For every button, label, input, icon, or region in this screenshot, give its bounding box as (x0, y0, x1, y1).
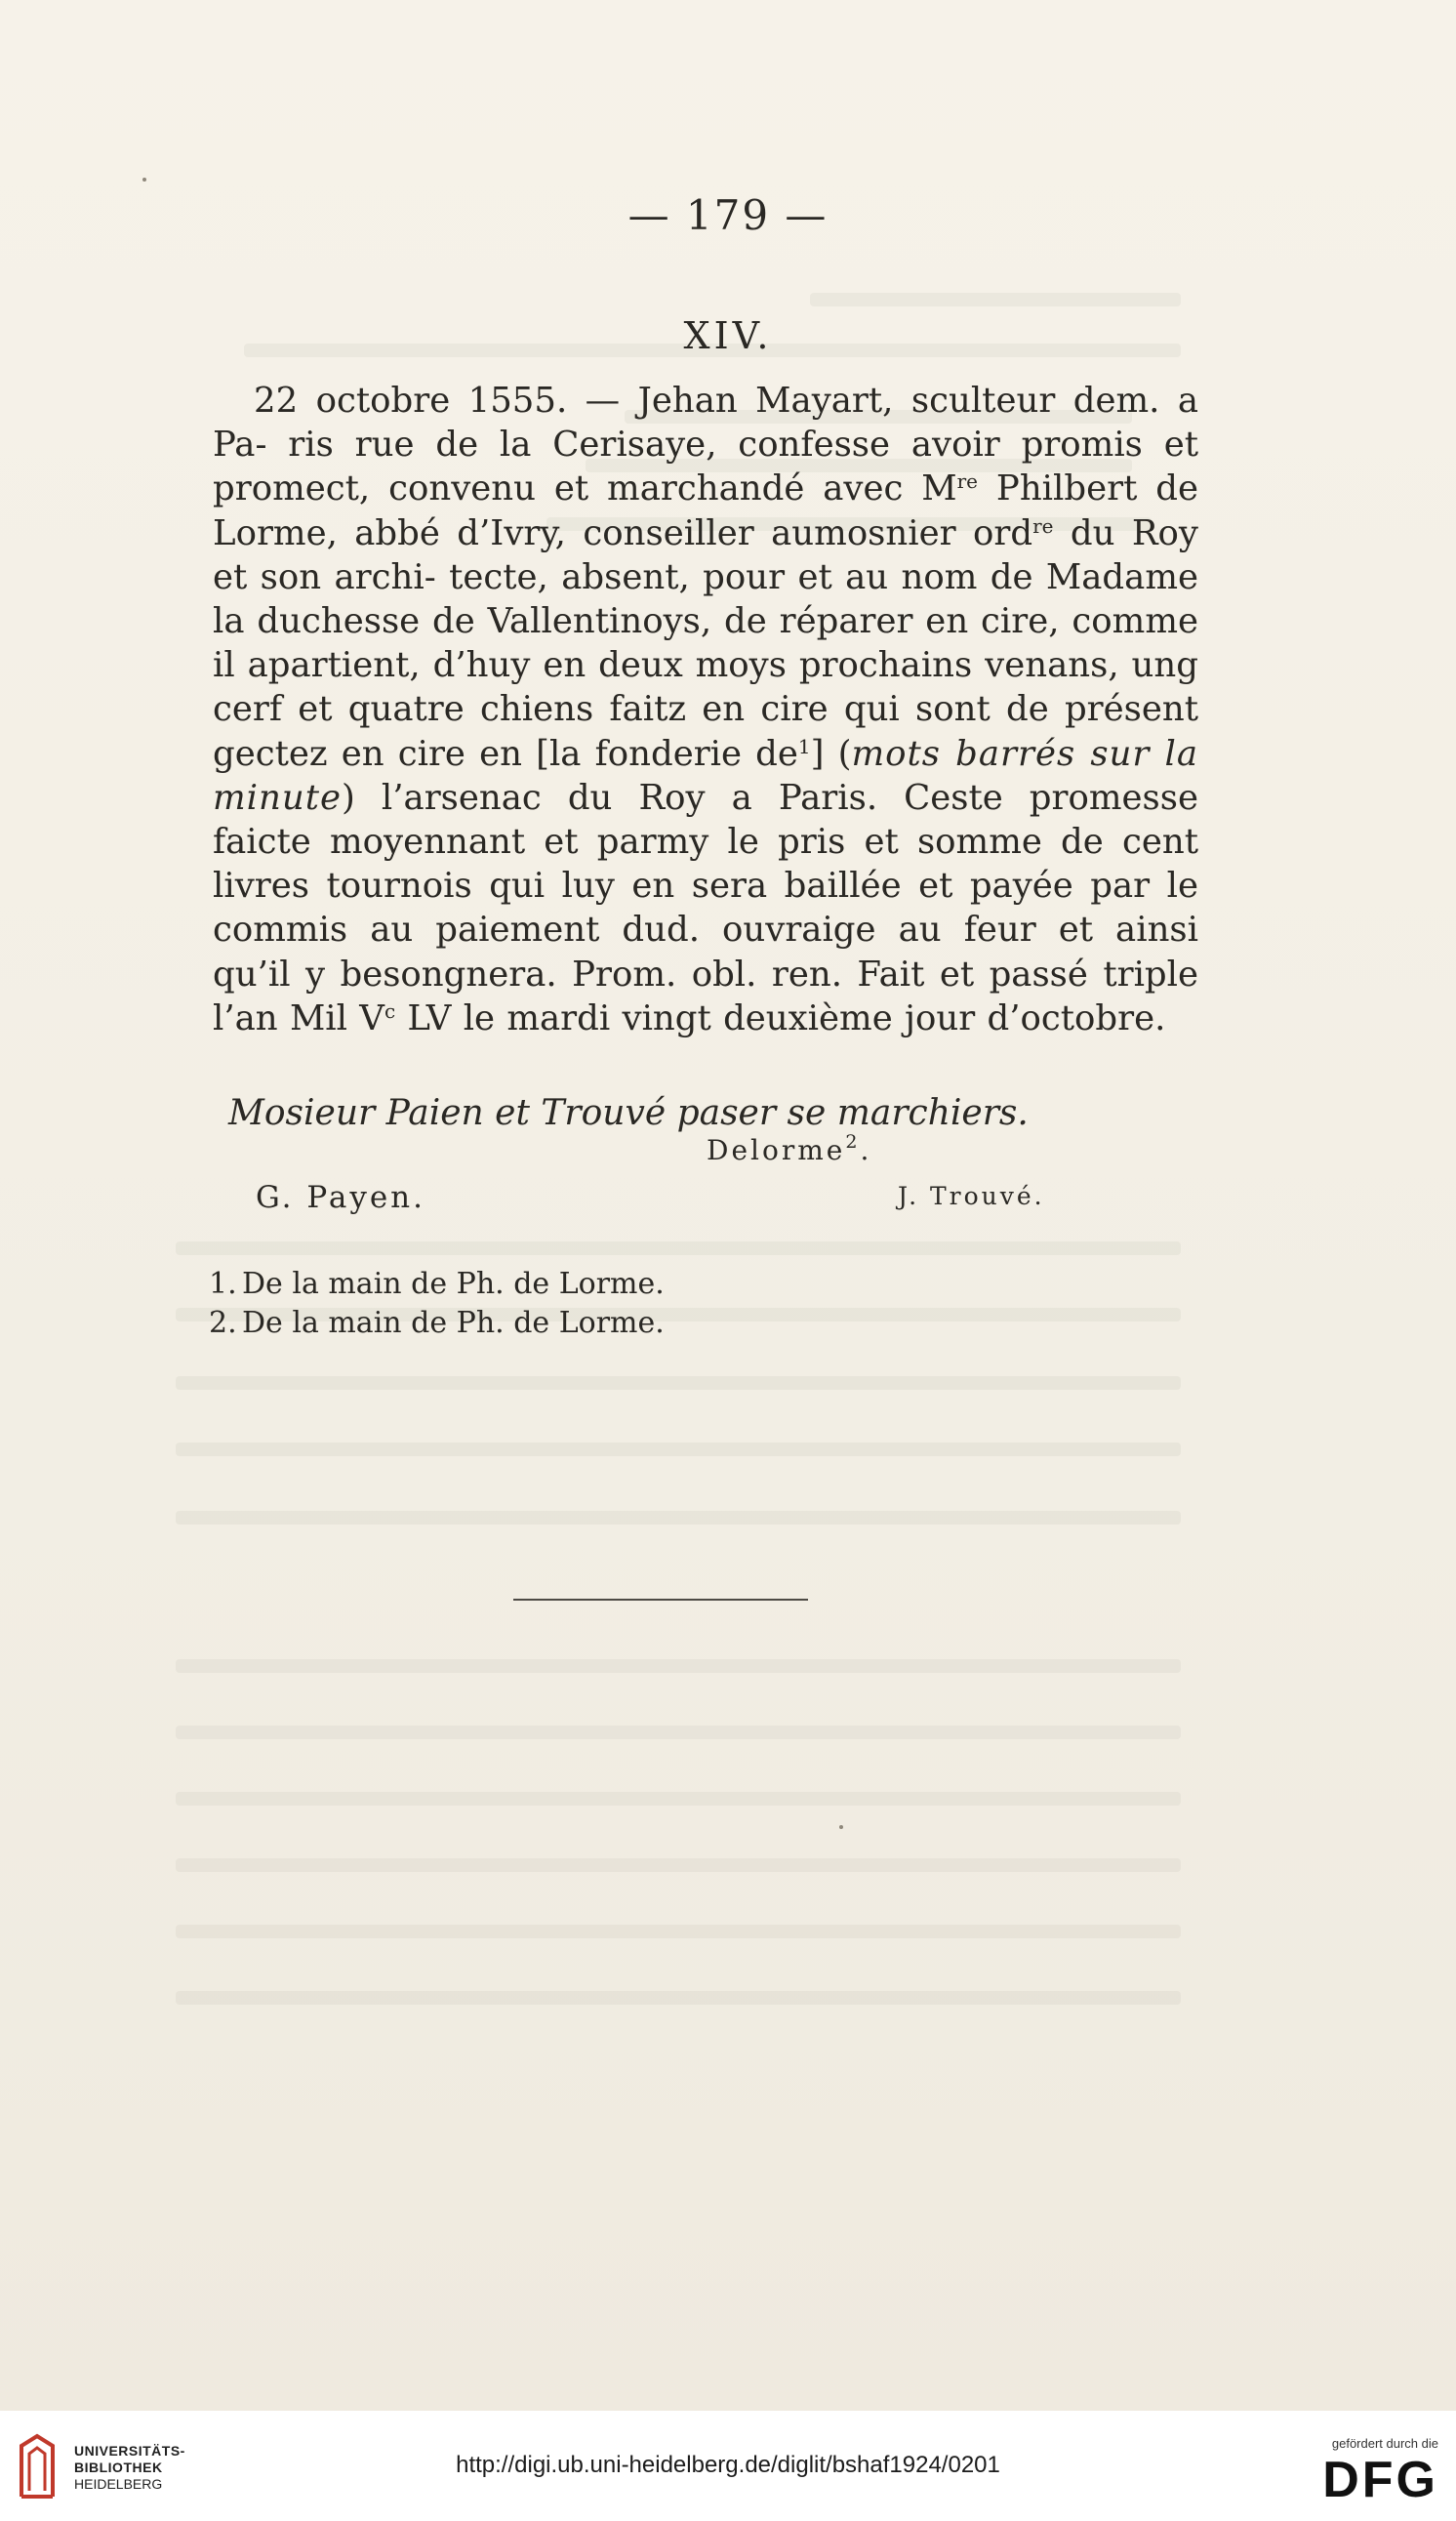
source-url-link[interactable]: http://digi.ub.uni-heidelberg.de/diglit/bshaf1924/0201 (456, 2452, 1000, 2478)
bleed-through-line (176, 1443, 1181, 1456)
text-line: Philbert de Lorme, abbé (213, 468, 1198, 553)
text-line: LV le mardi vingt deuxième (395, 997, 893, 1038)
signature-payen: G. Payen. (256, 1180, 425, 1215)
signature-period: . (860, 1134, 872, 1166)
bleed-through-line (176, 1726, 1181, 1739)
library-name-line: HEIDELBERG (74, 2476, 163, 2492)
text-line: convenu et marchandé avec M (388, 468, 957, 509)
text-line: baillée et payée par le commis au paiement dud. ouvraige (213, 866, 1198, 951)
text-line: et passé triple l’an Mil V (213, 954, 1199, 1038)
funding-caption: gefördert durch die (1331, 2436, 1438, 2451)
superscript: re (1032, 513, 1054, 538)
bleed-through-line (810, 293, 1181, 306)
footnotes (209, 1265, 665, 1343)
footnote (209, 1304, 665, 1343)
page-number: — 179 — (627, 191, 829, 239)
horizontal-rule (513, 1599, 808, 1601)
bleed-through-line (176, 1659, 1181, 1673)
dfg-logo: DFG (1322, 2452, 1438, 2508)
bleed-through-line (176, 1991, 1181, 2005)
signature-trouve: J. Trouvé. (898, 1182, 1045, 1210)
italic-note: mots barrés sur la minute (213, 733, 1199, 818)
bleed-through-line (176, 1376, 1181, 1390)
italic-signature-line: Mosieur Paien et Trouvé paser se marchiers. (228, 1093, 1029, 1133)
footnote-ref: 2 (845, 1131, 861, 1153)
text-line: ] ( (810, 733, 852, 774)
signature-name: Delorme (707, 1134, 846, 1166)
text-line: d’huy en deux moys prochains venans, ung cerf et quatre (213, 645, 1198, 730)
footnote-text: De la main de Ph. de Lorme. (242, 1306, 665, 1340)
text-line: Roy a Paris. Ceste promesse faicte moyennant et parmy (213, 777, 1198, 863)
library-name-line: UNIVERSITÄTS- (74, 2443, 185, 2459)
paper-speck (142, 178, 146, 182)
paragraph (213, 379, 1198, 1040)
text-line: ) l’arsenac du (342, 777, 613, 818)
paper-speck (839, 1825, 843, 1829)
bleed-through-line (176, 1511, 1181, 1525)
funding-notice (1282, 2436, 1438, 2508)
text-line: tecte, absent, pour et au nom de Madame la duchesse de (213, 556, 1198, 642)
document-body (213, 379, 1198, 1040)
text-line: d’Ivry, conseiller aumosnier ord (457, 512, 1033, 553)
footnote-number: 1. (209, 1267, 237, 1301)
section-title: XIV. (683, 314, 773, 357)
text-line: Vallentinoys, de réparer en cire, comme il apartient, (213, 601, 1198, 686)
bleed-through-line (176, 1241, 1181, 1255)
signature-delorme (707, 1131, 872, 1166)
footnote-text: De la main de Ph. de Lorme. (242, 1267, 665, 1301)
library-name-line: BIBLIOTHEK (74, 2460, 163, 2475)
footnote (209, 1265, 665, 1304)
text-line: ris rue de la Cerisaye, confesse avoir promis et promect, (213, 425, 1199, 509)
text-line: du Roy et son archi- (213, 512, 1198, 597)
digitization-footer (0, 2411, 1456, 2521)
text-line: au feur et ainsi qu’il y besongnera. Prom. obl. ren. Fait (213, 910, 1198, 995)
superscript: re (956, 469, 979, 494)
text-line: 22 octobre 1555. — Jehan Mayart, sculteur dem. a Pa- (213, 381, 1198, 466)
superscript: c (384, 998, 396, 1023)
bleed-through-line (176, 1858, 1181, 1872)
text-line: jour d’octobre. (905, 997, 1166, 1038)
bleed-through-line (176, 1925, 1181, 1938)
text-line: chiens faitz en cire qui sont de présent gectez en cire en (213, 689, 1199, 774)
footnote-number: 2. (209, 1306, 237, 1340)
bleed-through-line (176, 1792, 1181, 1806)
text-line: [la fonderie de (536, 733, 798, 774)
footnote-ref: 1 (797, 734, 811, 758)
text-line: le pris et somme de cent livres tournois qui luy en sera (213, 822, 1198, 907)
